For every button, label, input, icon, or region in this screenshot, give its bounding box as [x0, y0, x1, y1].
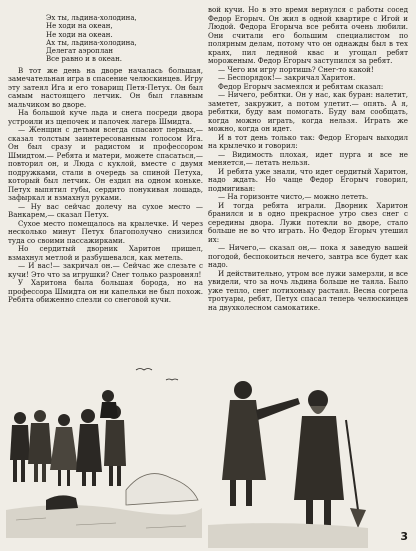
paragraph: И тогда ребята играли. Дворник Харитон бранился и в одно прекрасное утро свез снег с середины двора. Лужи потекли во дворе, стало больше не во что играть. Но Федор Егорыч утешил их:	[208, 200, 408, 244]
right-text-column	[208, 6, 408, 312]
paragraph: На большой куче льда и снега посреди двора устроили из щепочек и палочек лагерь Шмидта.	[8, 108, 203, 126]
paragraph: — И вас!— закричал он.— Сейчас же слезьте с кучи! Это что за игрушки? Снег только разровнял!	[8, 261, 203, 279]
paragraph: И ребята уже знали, что идет сердитый Харитон, надо ждать. Но чаще Федор Егорыч говорил, подмигивая:	[208, 166, 408, 193]
paragraph: — Беспорядок!— закричал Харитон.	[218, 73, 356, 82]
paragraph: — Видимость плохая, идет пурга и все не меняется,— летать нельзя.	[208, 149, 408, 167]
page-number: 3	[400, 530, 408, 543]
paragraph: — Ничего,— сказал он,— пока я заведую вашей погодой, беспокоиться нечего, завтра все будет как надо.	[208, 243, 408, 269]
paragraph: В тот же день на дворе началась большая, замечательная игра в спасение челюскинцев. Игру эту затеял Ига и его товарищ Петя-Петух. Он был самым настоящего летчик. Он был главным мальчиком во дворе.	[8, 65, 203, 109]
paragraph: Сухое место помещалось на крылечке. И через несколько минут Петух благополучно снизился туда со своими пассажирками.	[8, 218, 203, 245]
poem	[8, 14, 203, 64]
children-playing-illustration	[6, 360, 202, 538]
poem-line: Не ходи на океан.	[46, 30, 113, 39]
paragraph: — Ну вас сейчас долечу на сухое место — Ванкарем,— сказал Петух.	[8, 201, 203, 220]
paragraph: — Женщин с детьми всегда спасают первых,— сказал толстым заинтересованным голосом Ига. Он был сразу и радистом и профессором Шмидтом.— Ребята и матери, можете спасаться,— повторил он, и Люда с куклой, вместе с двумя подружками, стали в очередь за спиной Петуха, который был летчик. Он ездил на одном коньке. Петух выпятил губы, сердито понукивая лошадь, зафыркал и взмахнул руками.	[8, 125, 203, 203]
poem-line: Делегат аэроплан	[46, 47, 114, 56]
dvornik-illustration	[208, 360, 368, 548]
paragraph: Федор Егорыч засмеялся и ребятам сказал:	[218, 81, 384, 91]
poem-line: Ах ты, льдина-холодина,	[46, 38, 137, 47]
paragraph: вой кучи. Но в это время вернулся с работы сосед Федор Егорыч. Он жил в одной квартире с Игой и Людой. Федора Егорыча все ребята очень любили. Они считали его большим специалистом по полярным делам, потому что он однажды был в тех краях, пил ледяной квас и угощал ребят мороженым. Федор Егорыч заступился за ребят.	[208, 5, 408, 65]
poem-line: Не ходи на океан,	[46, 22, 113, 31]
poem-line: Все равно и в океан.	[46, 55, 122, 64]
paragraph: — Ничего, ребятки. Он у нас, как буран: налетит, заметет, закружит, а потом улетит.— опять. А я, ребятки, буду вам помогать. Буду вам сообщать, когда можно играть, когда нельзя. Играть же можно, когда он идет.	[208, 90, 408, 133]
paragraph: — Чего им игру портишь? Снег-то какой!	[218, 64, 374, 74]
left-text-column	[8, 6, 203, 305]
paragraph: И в тот день только так: Федор Егорыч выходил на крылечко и говорил:	[208, 132, 408, 150]
paragraph: И действительно, утром все лужи замерзли, и все увидели, что за ночь льдина больше не таяла. Было уже тепло, снег потихоньку растаял. Весна согрела тротуары, ребят, Петух спасал теперь челюскинцев на двухколесном самокатике.	[208, 268, 408, 312]
paragraph: У Харитона была большая борода, но на профессора Шмидта он ни капельки не был похож. Ребята обиженно слезли со снеговой кучи.	[8, 278, 203, 305]
poem-line: Эх ты, льдина-холодина,	[46, 14, 137, 22]
paragraph: Но сердитый дворник Харитон пришел, взмахнул метлой и разбушевался, как метель.	[8, 244, 203, 262]
paragraph: — На горизонте чисто,— можно лететь.	[218, 192, 369, 201]
